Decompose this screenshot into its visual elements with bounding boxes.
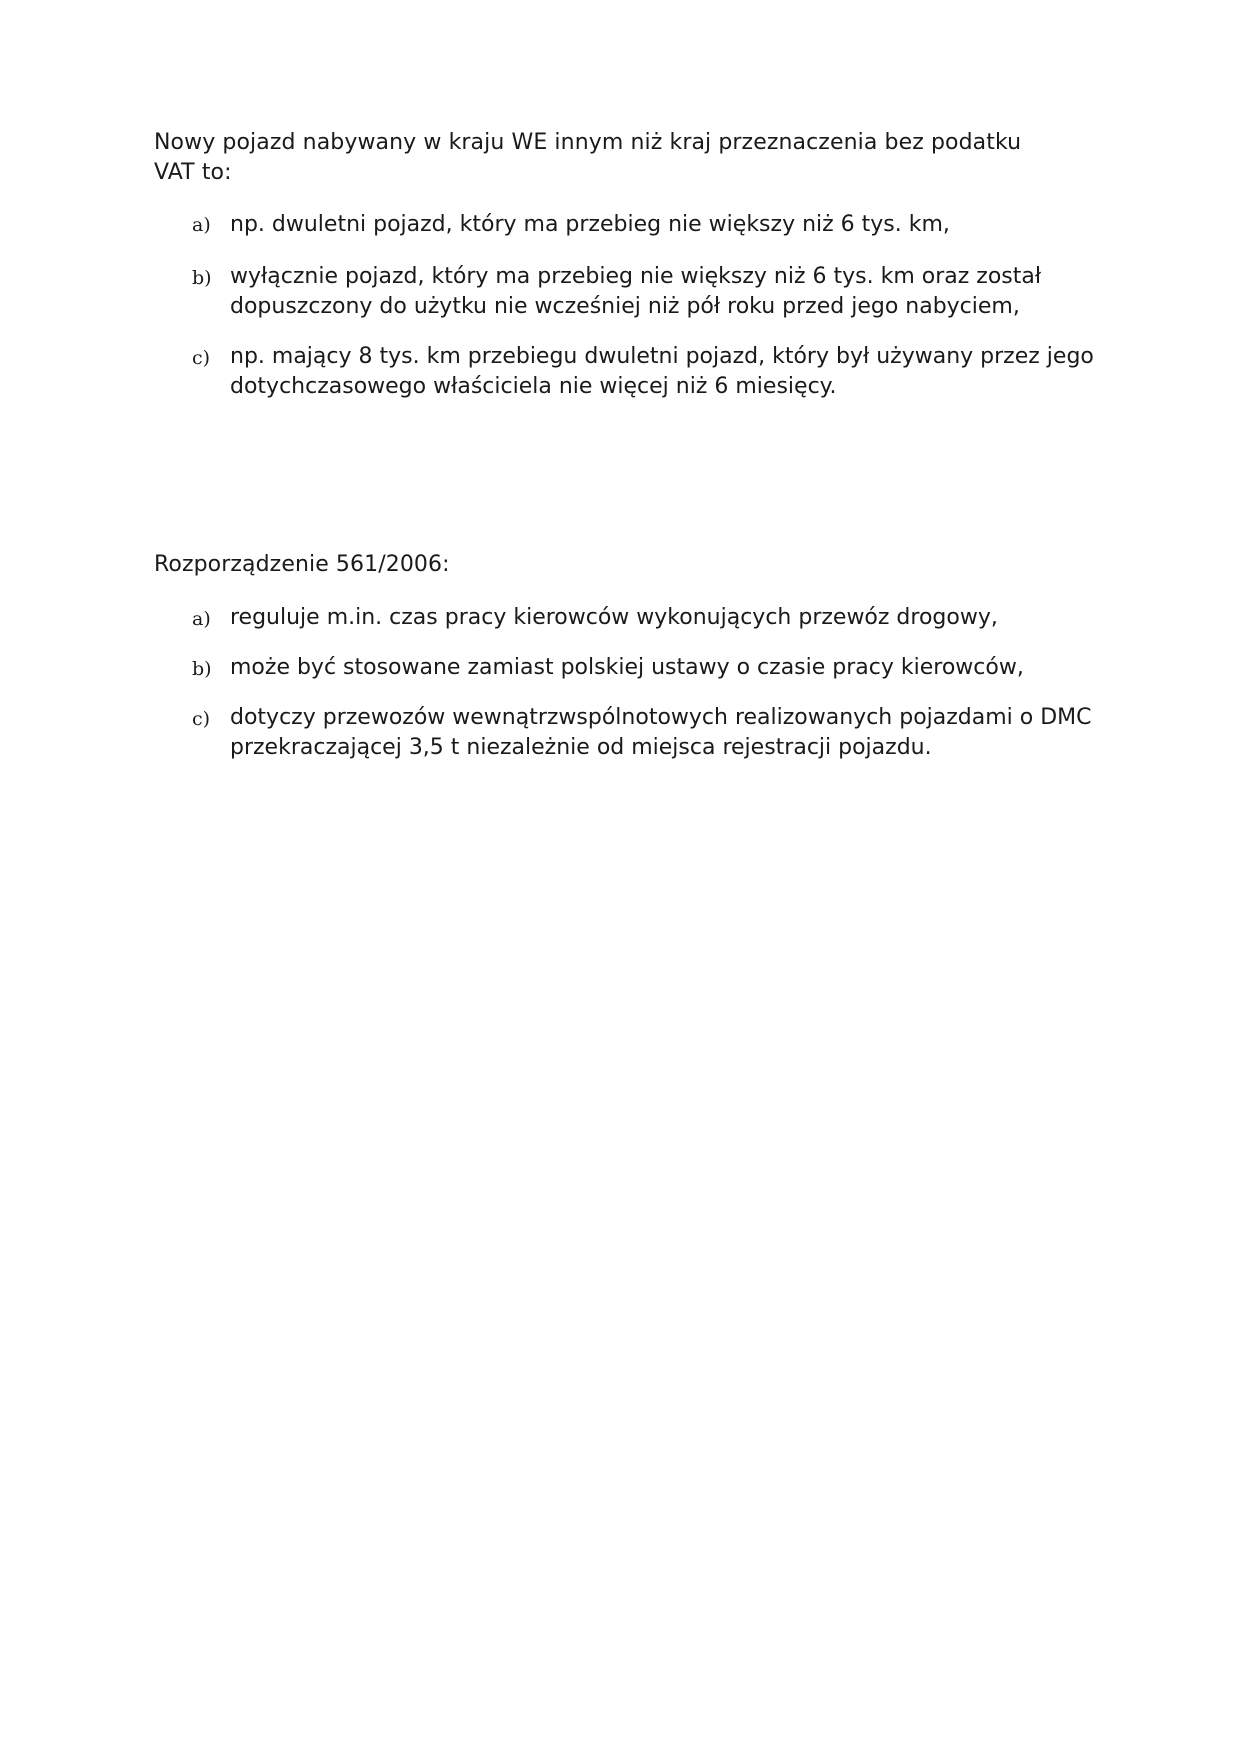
option-text: reguluje m.in. czas pracy kierowców wykonujących przewóz drogowy, (230, 605, 998, 630)
option-marker: a) (192, 214, 211, 236)
question-1-option-a (154, 208, 1094, 242)
option-marker: b) (192, 266, 212, 289)
option-text: dotyczy przewozów wewnątrzwspólnotowych realizowanych pojazdami o DMC przekraczającej 3,5 t niezależnie od miejsca rejestracji pojazdu. (230, 705, 1092, 760)
option-marker: c) (192, 346, 211, 369)
question-2-option-a (154, 603, 1094, 633)
question-2-intro: Rozporządzenie 561/2006: (154, 552, 450, 577)
question-1-option-c (154, 342, 1094, 402)
option-text: np. mający 8 tys. km przebiegu dwuletni pojazd, który był używany przez jego dotychczasowego właściciela nie więcej niż 6 miesięcy. (230, 343, 1094, 399)
question-2-option-c (154, 703, 1094, 763)
question-1-options (154, 208, 1094, 422)
option-marker: c) (192, 708, 211, 730)
option-marker: a) (192, 608, 211, 630)
option-text: np. dwuletni pojazd, który ma przebieg nie większy niż 6 tys. km, (230, 212, 950, 237)
question-1-option-b (154, 262, 1094, 322)
question-2-options (154, 603, 1094, 783)
option-marker: b) (192, 658, 212, 680)
option-text: wyłącznie pojazd, który ma przebieg nie większy niż 6 tys. km oraz został dopuszczony do użytku nie wcześniej niż pół roku przed jego nabyciem, (230, 263, 1042, 319)
question-1-intro: Nowy pojazd nabywany w kraju WE innym niż kraj przeznaczenia bez podatku VAT to: (154, 130, 1022, 185)
question-2-option-b (154, 653, 1094, 683)
option-text: może być stosowane zamiast polskiej ustawy o czasie pracy kierowców, (230, 655, 1024, 680)
